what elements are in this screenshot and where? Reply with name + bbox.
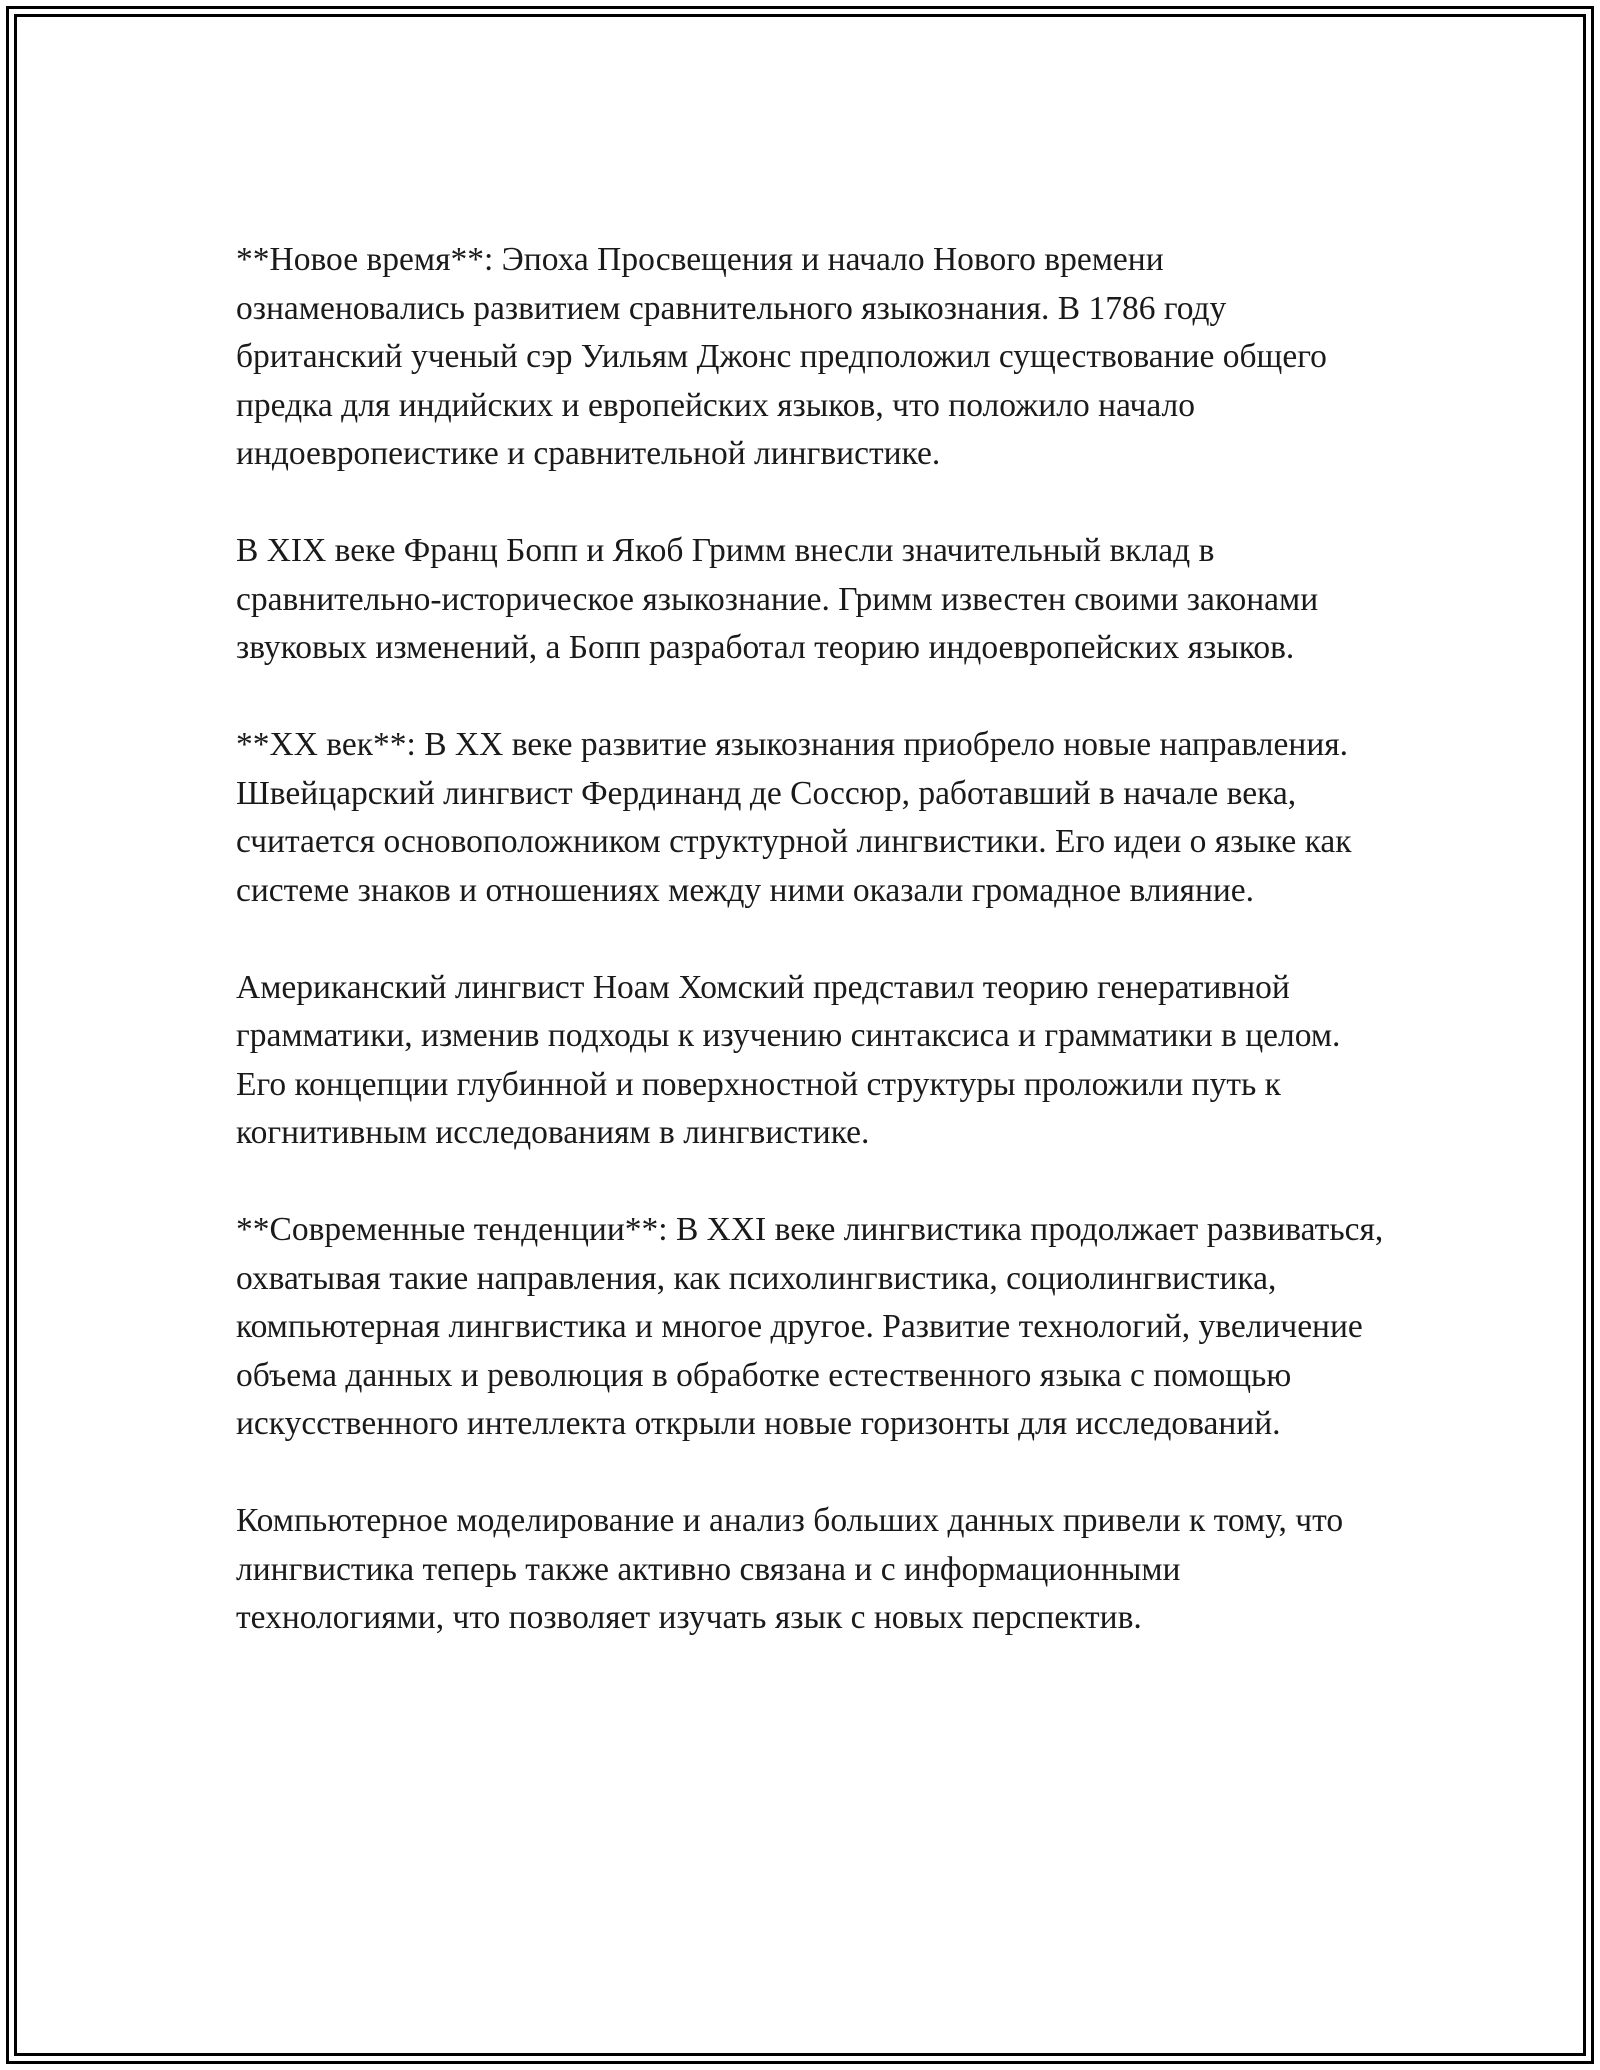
paragraph-bopp-grimm: В XIX веке Франц Бопп и Якоб Гримм внесли значительный вклад в сравнительно-историческое языкознание. Гримм известен своими законами звуковых изменений, а Бопп разработал теорию индоевропейских языков. <box>236 532 1319 666</box>
document-body <box>236 236 1386 1691</box>
paragraph-20th-century: **XX век**: В XX веке развитие языкознания приобрело новые направления. Швейцарский лингвист Фердинанд де Соссюр, работавший в начале века, считается основоположником структурной лингвистики. Его идеи о языке как системе знаков и отношениях между ними оказали громадное влияние. <box>236 726 1352 909</box>
paragraph-modern-trends: **Современные тенденции**: В XXI веке лингвистика продолжает развиваться, охватывая такие направления, как психолингвистика, социолингвистика, компьютерная лингвистика и многое другое. Развитие технологий, увеличение объема данных и революция в обработке естественного языка с помощью искусственного интеллекта открыли новые горизонты для исследований. <box>236 1211 1384 1442</box>
paragraph-chomsky: Американский лингвист Ноам Хомский представил теорию генеративной грамматики, изменив подходы к изучению синтаксиса и грамматики в целом. Его концепции глубинной и поверхностной структуры проложили путь к когнитивным исследованиям в лингвистике. <box>236 968 1341 1151</box>
paragraph-computer-modeling: Компьютерное моделирование и анализ больших данных привели к тому, что лингвистика теперь также активно связана и с информационными технологиями, что позволяет изучать язык с новых перспектив. <box>236 1502 1344 1636</box>
paragraph-modern-era: **Новое время**: Эпоха Просвещения и начало Нового времени ознаменовались развитием сравнительного языкознания. В 1786 году британский ученый сэр Уильям Джонс предположил существование общего предка для индийских и европейских языков, что положило начало индоевропеистике и сравнительной лингвистике. <box>236 241 1327 472</box>
